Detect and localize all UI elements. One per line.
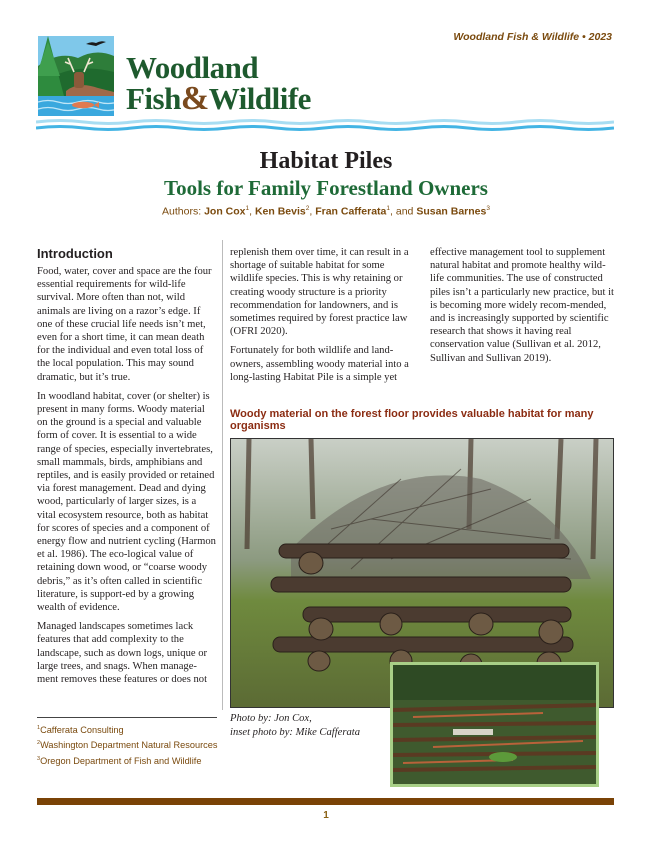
footnote-text: Cafferata Consulting — [40, 725, 124, 736]
footnote-marker: 1 — [37, 725, 41, 731]
footer-bar — [37, 798, 614, 805]
masthead-wave-divider — [36, 118, 614, 132]
masthead-wildlife: Wildlife — [208, 80, 311, 116]
section-heading-introduction: Introduction — [37, 246, 113, 261]
author-name: Ken Bevis — [254, 205, 306, 218]
paragraph: Fortunately for both wildlife and land-owners, assembling woody material into a long-lasting Habitat Pile is a simple yet — [230, 345, 409, 383]
paragraph: Managed landscapes sometimes lack features that add complexity to the landscape, such as down logs, unique or large trees, and snags. When manage-ment removes these features or does not — [37, 621, 208, 686]
footnote-marker: 2 — [37, 740, 41, 747]
author-affiliation: 2 — [305, 205, 310, 212]
masthead-line-woodland: Woodland — [126, 50, 259, 85]
inset-photo — [390, 662, 599, 787]
footnote — [37, 753, 237, 768]
author-separator: , and — [390, 205, 417, 218]
author-name: Jon Cox — [204, 205, 246, 218]
authors-line — [0, 205, 652, 218]
column-2 — [230, 246, 416, 390]
paragraph: replenish them over time, it can result in a shortage of suitable habitat for some wildlife species. This is why retaining or creating woody structure is a priority recommendation for landowners, and is sometimes required by forest practice law (OFRI 2020). — [230, 247, 409, 338]
column-3 — [430, 246, 616, 371]
figure-caption: Woody material on the forest floor provides valuable habitat for many organisms — [230, 408, 594, 432]
footnotes — [37, 722, 237, 768]
footnote-text: Oregon Department of Fish and Wildlife — [40, 756, 202, 766]
paragraph: In woodland habitat, cover (or shelter) is present in many forms. Woody material on the ground is a special and valuable form of cover. It is essential to a wide range of species, especially invertebrates, small mammals, birds, amphibians and reptiles, and is easily provided or retained via forest management. Dead and dying wood, particularly of larger sizes, is a vital ecosystem resource, both as habitat for scores of species and a component of energy flow and nutrient cycling (Harmon et al. 1986). The eco-logical value of retaining down wood, or “coarse woody debris,” as it’s often called in scientific literature, is support-ed by a growing wealth of evidence. — [37, 390, 216, 614]
footnote-rule — [37, 717, 217, 718]
masthead-logo-illustration — [38, 36, 114, 116]
running-head: Woodland Fish & Wildlife • 2023 — [453, 31, 612, 43]
article-subtitle: Tools for Family Forestland Owners — [164, 176, 488, 200]
fish-icon — [72, 102, 94, 108]
photo-credit — [230, 712, 360, 739]
authors-prefix: Authors: — [162, 205, 205, 218]
author-affiliation: 3 — [486, 205, 490, 212]
page-number: 1 — [323, 810, 329, 821]
masthead-fish: Fish — [126, 80, 181, 116]
author-name: Fran Cafferata — [315, 205, 387, 218]
paragraph: Food, water, cover and space are the four essential requirements for wild-life survival. More often than not, wild animals are living on a razor’s edge. If one of these crucial life needs isn’t met, even for a short time, it can mean death for the individual and even total loss of the local population. This may sound dramatic, but it’s true. — [37, 266, 212, 383]
photo-credit-line: Photo by: Jon Cox, — [230, 713, 312, 724]
author-separator: , — [249, 205, 255, 218]
masthead-ampersand: & — [180, 79, 209, 117]
author-separator: , — [309, 205, 316, 218]
footnote — [37, 722, 237, 737]
column-1 — [37, 246, 217, 692]
footnote — [37, 737, 237, 752]
author-name: Susan Barnes — [416, 205, 487, 218]
photo-credit-line: inset photo by: Mike Cafferata — [230, 726, 361, 738]
column-divider — [222, 240, 223, 710]
masthead-line-fish-wildlife — [126, 79, 311, 117]
masthead-title — [126, 50, 311, 117]
author-affiliation: 1 — [245, 205, 250, 212]
paragraph: effective management tool to supplement natural habitat and promote healthy wild-life communities. The use of constructed piles isn’t a particularly new practice, but it is becoming more widely recom-mended, and is increasingly supported by scientific research that shows it having real conservation value (Sullivan et al. 2012, Sullivan and Sullivan 2019). — [430, 247, 614, 364]
author-affiliation: 1 — [386, 205, 391, 212]
footnote-text: Washington Department Natural Resources — [40, 740, 218, 751]
footnote-marker: 3 — [37, 755, 41, 762]
article-title: Habitat Piles — [259, 148, 393, 174]
